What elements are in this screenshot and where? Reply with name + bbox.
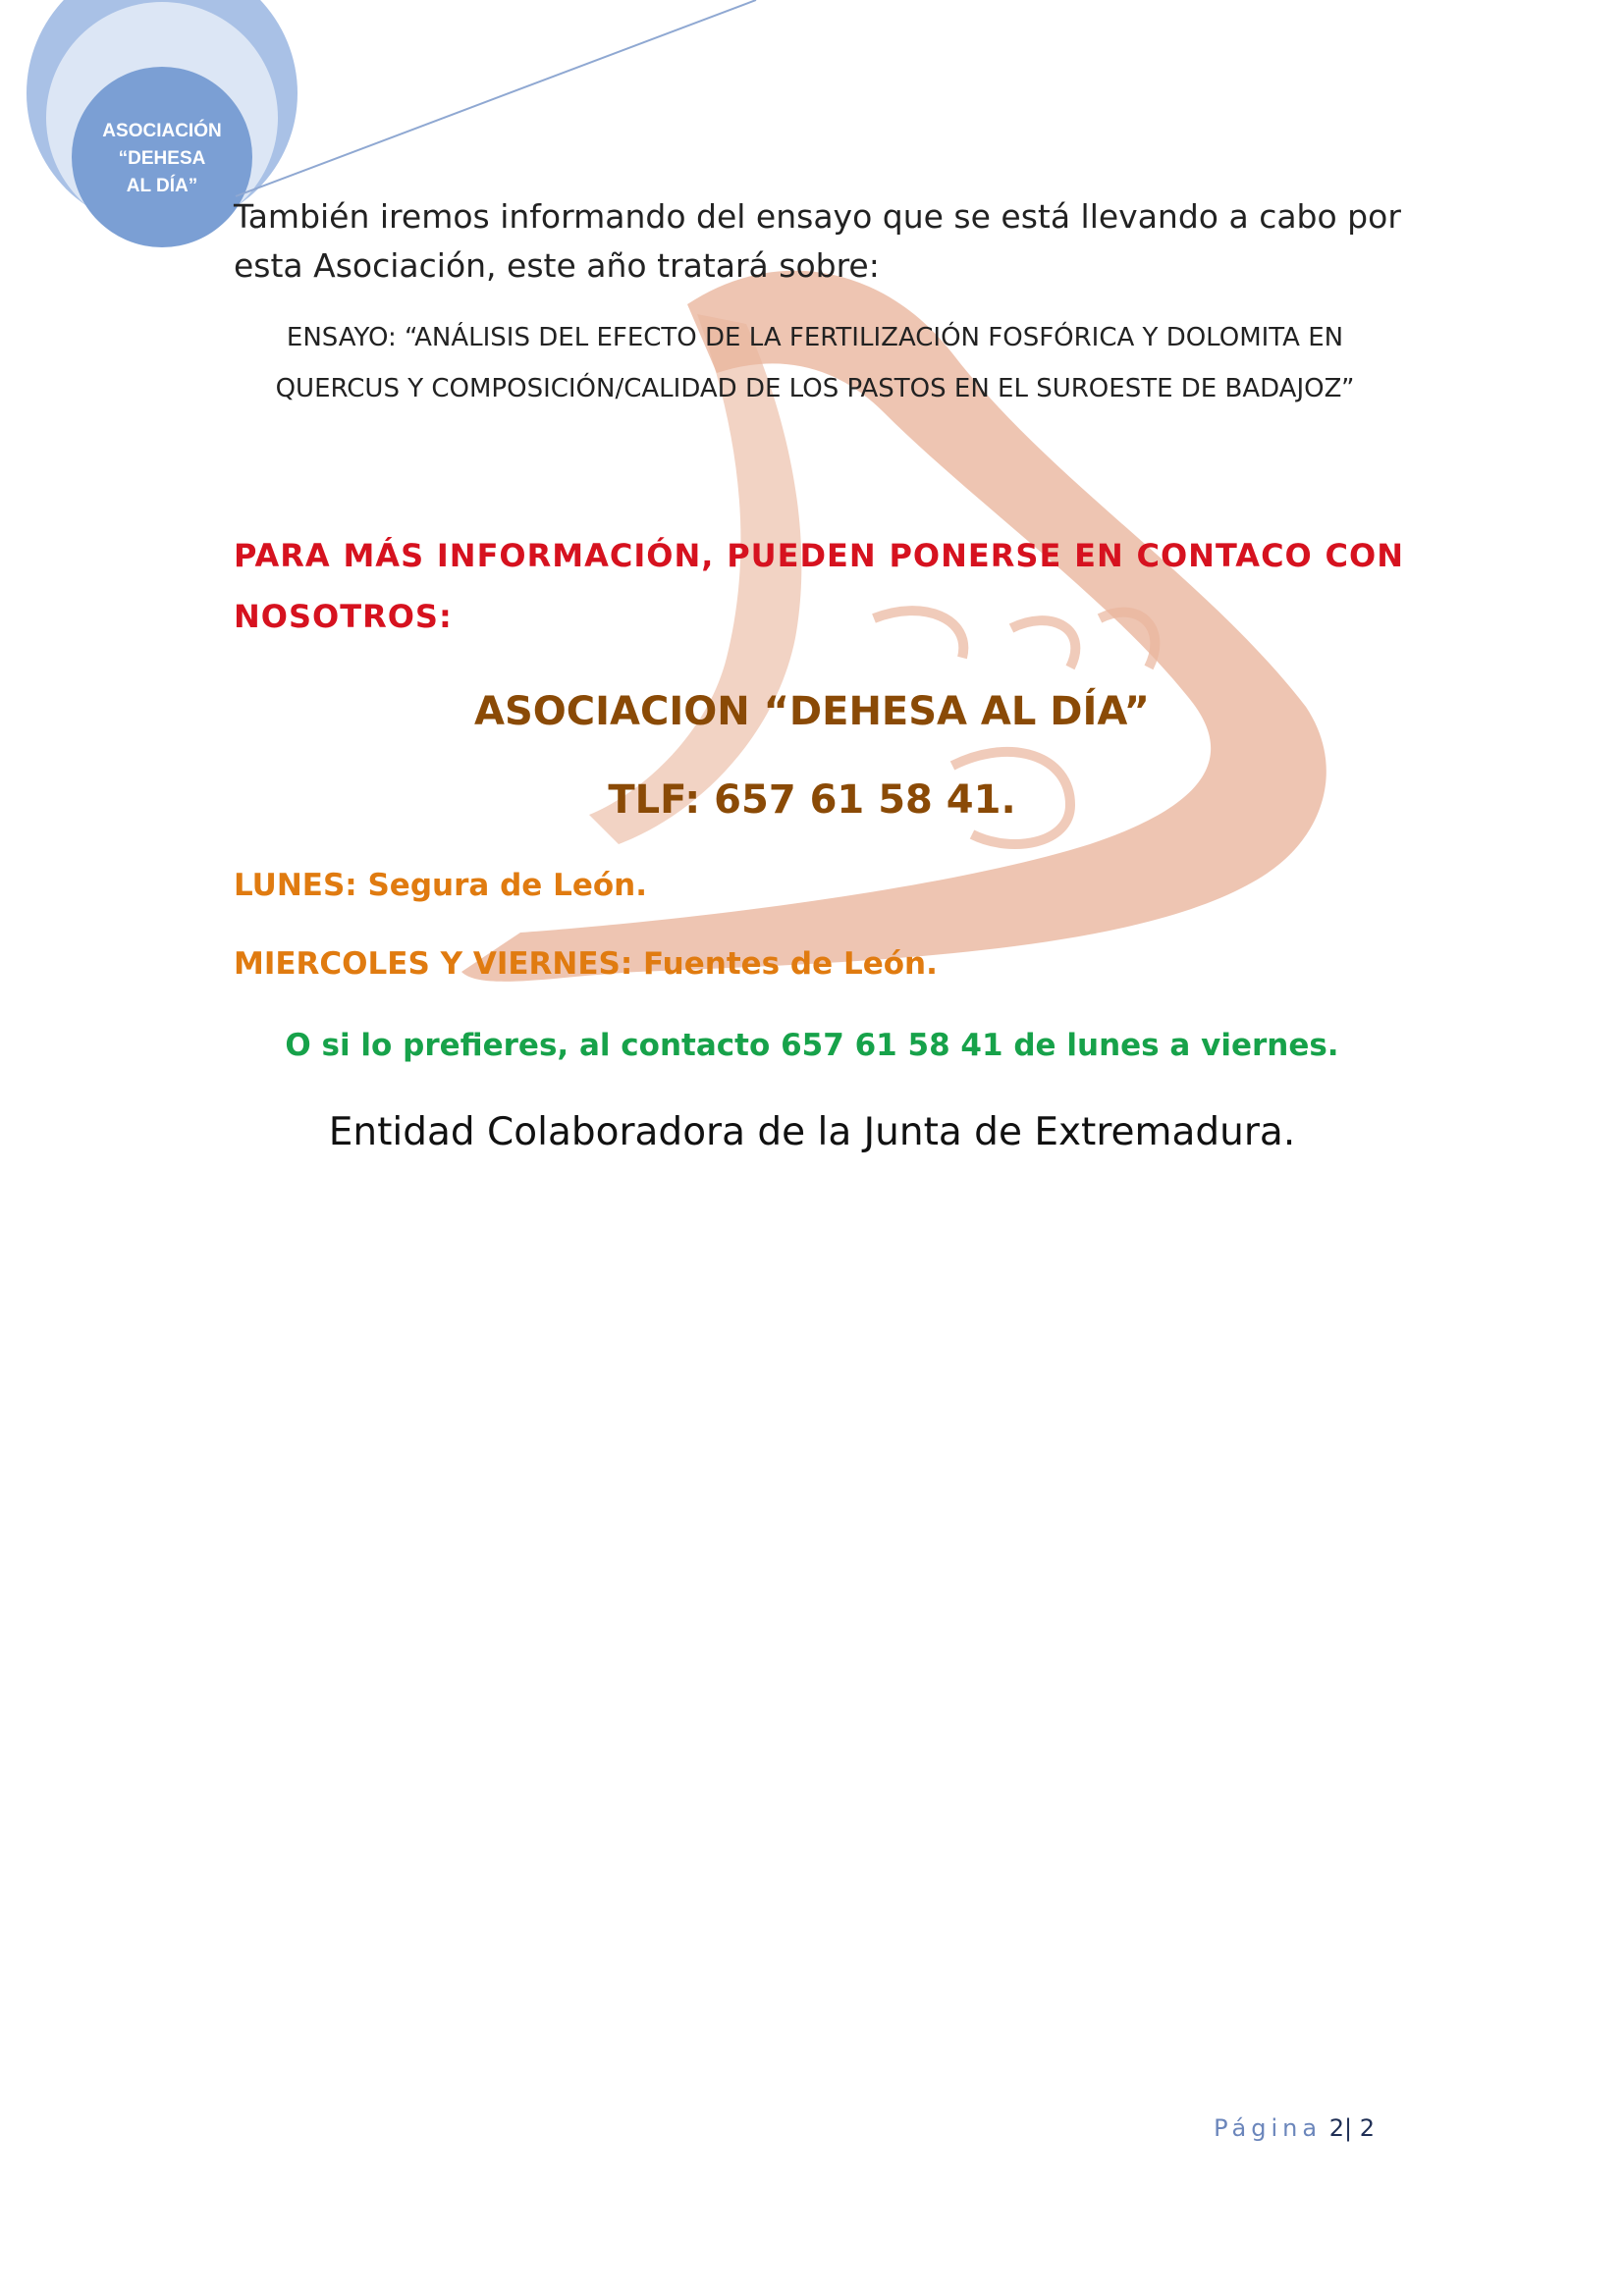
intro-paragraph: También iremos informando del ensayo que se está llevando a cabo por esta Asociación, este año tratará sobre: (234, 197, 1401, 285)
page-number (1080, 2110, 1375, 2146)
alternative-contact: O si lo prefieres, al contacto 657 61 58 41 de lunes a viernes. (285, 1028, 1339, 1063)
contact-heading-continued: NOSOTROS: (234, 598, 453, 635)
contact-heading: PARA MÁS INFORMACIÓN, PUEDEN PONERSE EN CONTACO CON (234, 537, 1404, 574)
ensayo-line-1: ENSAYO: “ANÁLISIS DEL EFECTO DE LA FERTILIZACIÓN FOSFÓRICA Y DOLOMITA EN (286, 323, 1344, 352)
association-name: ASOCIACION “DEHESA AL DÍA” (474, 689, 1150, 734)
schedule-place: Fuentes de León. (643, 946, 938, 982)
logo-line-3: AL DÍA” (126, 176, 198, 196)
logo-line-1: ASOCIACIÓN (102, 121, 222, 141)
schedule-item (234, 939, 938, 988)
schedule-item (234, 861, 647, 910)
schedule-day: MIERCOLES Y VIERNES: (234, 946, 633, 982)
schedule-place: Segura de León. (367, 868, 648, 903)
association-logo (79, 118, 245, 200)
logo-line-2: “DEHESA (118, 148, 206, 169)
page-total: 2 (1359, 2114, 1375, 2142)
schedule-day: LUNES: (234, 868, 357, 903)
page-separator: | (1343, 2114, 1353, 2142)
collaborator-note: Entidad Colaboradora de la Junta de Extremadura. (328, 1110, 1296, 1154)
page-current: 2 (1328, 2114, 1344, 2142)
phone-number: TLF: 657 61 58 41. (608, 777, 1016, 823)
page-label: Página (1214, 2114, 1323, 2142)
ensayo-line-2: QUERCUS Y COMPOSICIÓN/CALIDAD DE LOS PASTOS EN EL SUROESTE DE BADAJOZ” (275, 374, 1355, 403)
ensayo-title (196, 312, 1434, 414)
